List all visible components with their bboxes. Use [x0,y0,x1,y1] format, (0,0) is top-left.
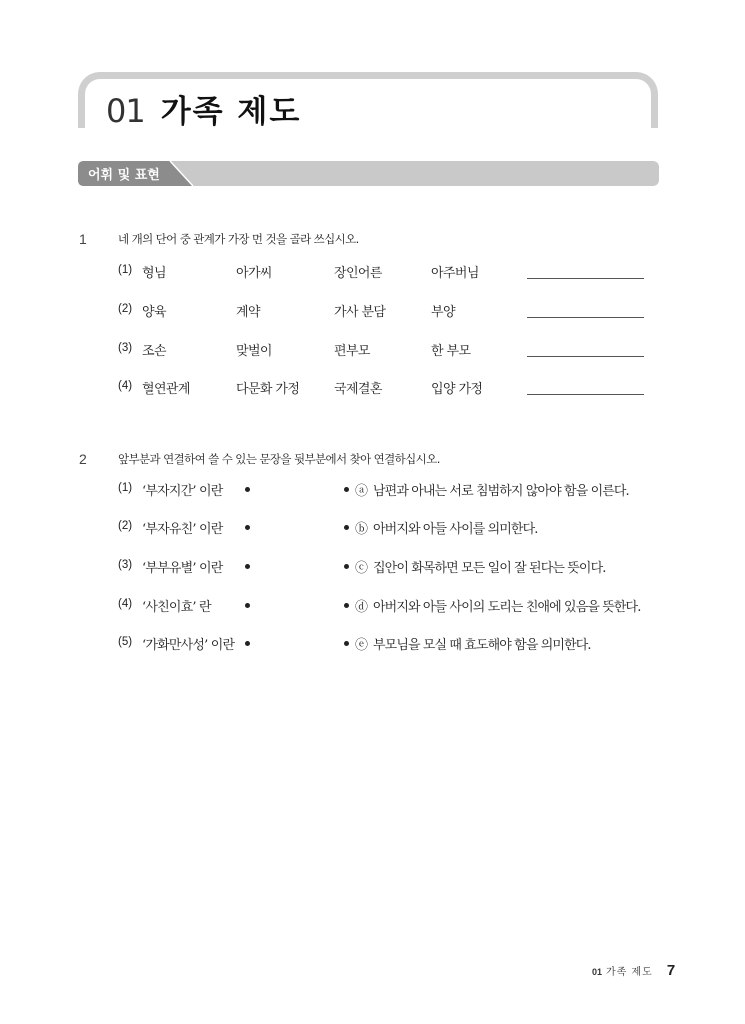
page-footer [592,962,675,979]
q2-left-phrase: ‘가화만사성’ 이란 [142,638,235,653]
q1-row-index: (1) [118,264,133,276]
q2-left-phrase: ‘부부유별’ 이란 [142,561,223,576]
q2-row-index: (3) [118,559,133,571]
q1-word: 국제결혼 [334,382,382,397]
answer-line[interactable] [527,356,644,357]
q1-word: 조손 [142,344,166,359]
q1-word: 아주버님 [431,266,479,281]
q1-word: 형님 [142,266,166,281]
q2-marker: ⓓ [355,600,369,615]
q2-left-phrase: ‘사친이효’ 란 [142,600,211,615]
q2-marker: ⓒ [355,561,369,576]
q1-word: 아가씨 [236,266,272,281]
q2-right-phrase: 아버지와 아들 사이를 의미한다. [373,522,538,537]
q1-word: 맞벌이 [236,344,272,359]
q1-word: 계약 [236,305,260,320]
q2-row-1 [118,480,658,502]
q1-row-index: (2) [118,303,133,315]
answer-line[interactable] [527,317,644,318]
q2-row-4 [118,596,658,618]
footer-chapter-name: 가족 제도 [606,967,653,978]
q1-word: 편부모 [334,344,370,359]
q1-word: 입양 가정 [431,382,483,397]
q2-marker: ⓔ [355,638,369,653]
q1-word: 부양 [431,305,455,320]
q1-word: 혈연관계 [142,382,190,397]
q2-left-phrase: ‘부자지간’ 이란 [142,484,223,499]
right-match-dot[interactable] [344,564,349,569]
left-match-dot[interactable] [245,525,250,530]
chapter-number: 01 [106,92,145,130]
q1-row-4 [118,378,658,400]
question-1-number: 1 [79,231,87,247]
q1-row-3 [118,340,658,362]
q2-right-phrase: 집안이 화목하면 모든 일이 잘 된다는 뜻이다. [373,561,606,576]
q1-row-1 [118,262,658,284]
q2-row-index: (4) [118,598,133,610]
q2-marker: ⓐ [355,484,369,499]
question-2-number: 2 [79,451,87,467]
q2-row-index: (5) [118,636,133,648]
section-label: 어휘 및 표현 [88,168,160,183]
right-match-dot[interactable] [344,641,349,646]
q1-word: 장인어른 [334,266,382,281]
q2-marker: ⓑ [355,522,369,537]
page-number: 7 [666,962,676,979]
q2-row-5 [118,634,658,656]
q2-row-index: (1) [118,482,133,494]
q2-row-3 [118,557,658,579]
q1-row-index: (3) [118,342,133,354]
section-bar [78,161,659,186]
q2-row-index: (2) [118,520,133,532]
q1-word: 양육 [142,305,166,320]
answer-line[interactable] [527,278,644,279]
section-bar-shape [78,161,659,186]
right-match-dot[interactable] [344,525,349,530]
q2-row-2 [118,518,658,540]
left-match-dot[interactable] [245,487,250,492]
q1-word: 한 부모 [431,344,471,359]
q2-left-phrase: ‘부자유친’ 이란 [142,522,223,537]
left-match-dot[interactable] [245,641,250,646]
q1-word: 다문화 가정 [236,382,300,397]
answer-line[interactable] [527,394,644,395]
left-match-dot[interactable] [245,564,250,569]
q2-right-phrase: 부모님을 모실 때 효도해야 함을 의미한다. [373,638,591,653]
right-match-dot[interactable] [344,487,349,492]
q1-row-2 [118,301,658,323]
q1-row-index: (4) [118,380,133,392]
footer-chapter-number: 01 [592,967,603,977]
question-1-instruction: 네 개의 단어 중 관계가 가장 먼 것을 골라 쓰십시오. [118,232,359,246]
q2-right-phrase: 남편과 아내는 서로 침범하지 않아야 함을 이른다. [373,484,629,499]
question-2-instruction: 앞부분과 연결하여 쓸 수 있는 문장을 뒷부분에서 찾아 연결하십시오. [118,452,440,466]
left-match-dot[interactable] [245,603,250,608]
q2-right-phrase: 아버지와 아들 사이의 도리는 친애에 있음을 뜻한다. [373,600,641,615]
q1-word: 가사 분담 [334,305,386,320]
chapter-name: 가족 제도 [160,94,302,130]
chapter-title [106,86,301,130]
right-match-dot[interactable] [344,603,349,608]
